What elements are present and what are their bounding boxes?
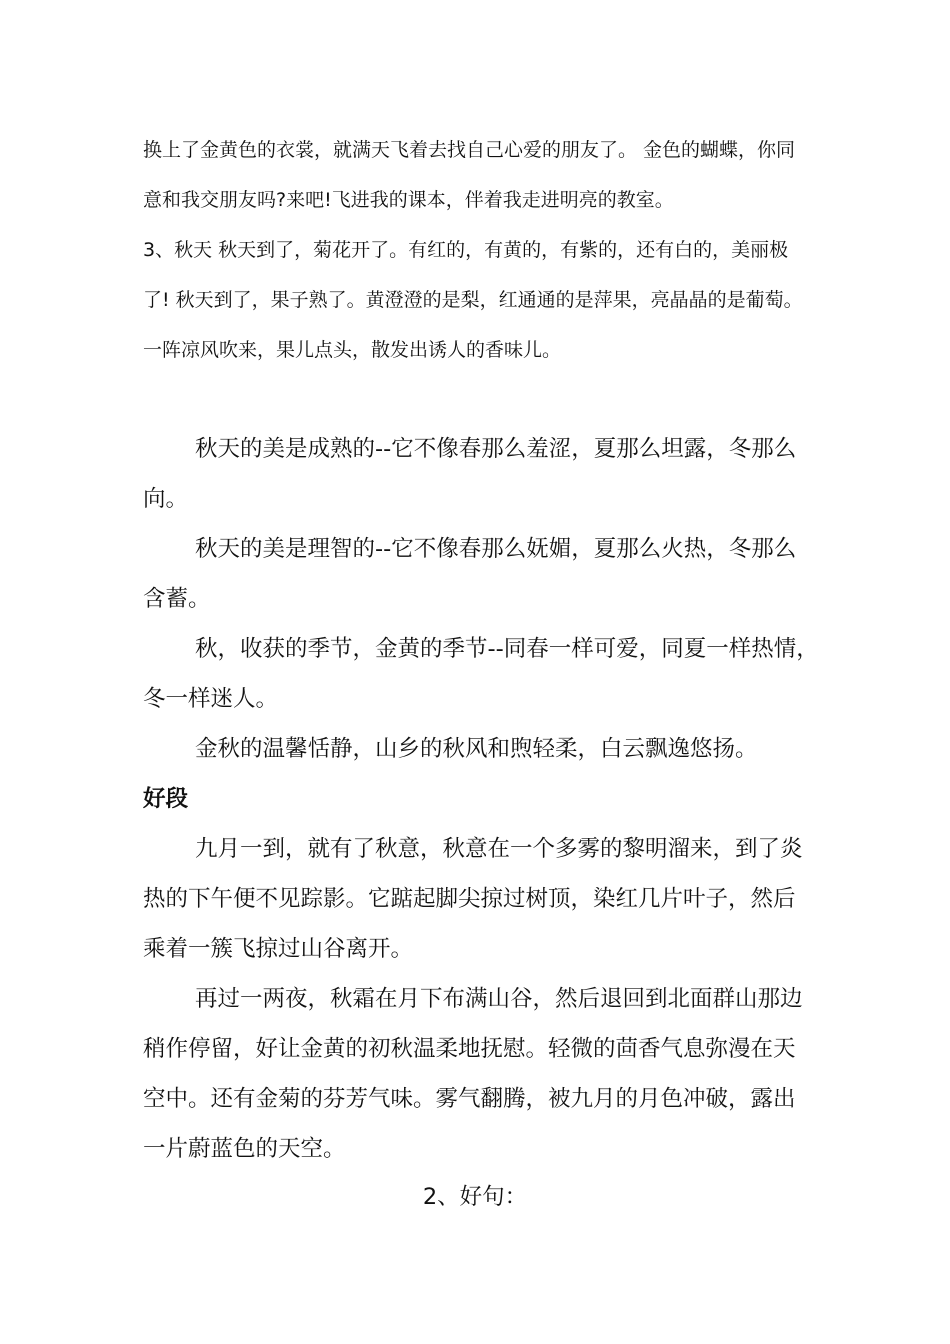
sentence-line: 含蓄。 xyxy=(143,586,211,612)
intro-line: 一阵凉风吹来，果儿点头，散发出诱人的香味儿。 xyxy=(143,339,562,361)
paragraph-line: 乘着一簇飞掠过山谷离开。 xyxy=(143,936,414,962)
sentence-line: 秋，收获的季节，金黄的季节--同春一样可爱，同夏一样热情， xyxy=(195,636,819,662)
sentence-line: 秋天的美是理智的--它不像春那么妩媚，夏那么火热，冬那么 xyxy=(195,536,797,562)
paragraph-line: 九月一到，就有了秋意，秋意在一个多雾的黎明溜来，到了炎 xyxy=(195,836,803,862)
paragraph-line: 热的下午便不见踪影。它踮起脚尖掠过树顶，染红几片叶子，然后 xyxy=(143,886,796,912)
paragraph-line: 再过一两夜，秋霜在月下布满山谷，然后退回到北面群山那边 xyxy=(195,986,803,1012)
paragraph-line: 一片蔚蓝色的天空。 xyxy=(143,1136,346,1162)
paragraph-line: 稍作停留，好让金黄的初秋温柔地抚慰。轻微的茴香气息弥漫在天 xyxy=(143,1036,796,1062)
sentence-line: 秋天的美是成熟的--它不像春那么羞涩，夏那么坦露，冬那么 xyxy=(195,436,797,462)
intro-line: 意和我交朋友吗?来吧!飞进我的课本，伴着我走进明亮的教室。 xyxy=(143,189,674,211)
section-heading: 好段 xyxy=(143,786,189,812)
intro-line: 3、秋天 秋天到了，菊花开了。有红的，有黄的，有紫的，还有白的，美丽极 xyxy=(143,239,789,261)
sentence-line: 向。 xyxy=(143,486,189,512)
sentence-line: 金秋的温馨恬静，山乡的秋风和煦轻柔，白云飘逸悠扬。 xyxy=(195,736,758,762)
paragraph-line: 空中。还有金菊的芬芳气味。雾气翻腾，被九月的月色冲破，露出 xyxy=(143,1086,796,1112)
footer-heading: 2、好句： xyxy=(422,1184,528,1210)
sentence-line: 冬一样迷人。 xyxy=(143,686,279,712)
intro-line: 了! 秋天到了，果子熟了。黄澄澄的是梨，红通通的是萍果，亮晶晶的是葡萄。 xyxy=(143,289,803,311)
intro-line: 换上了金黄色的衣裳，就满天飞着去找自己心爱的朋友了。 金色的蝴蝶，你同 xyxy=(143,139,796,161)
